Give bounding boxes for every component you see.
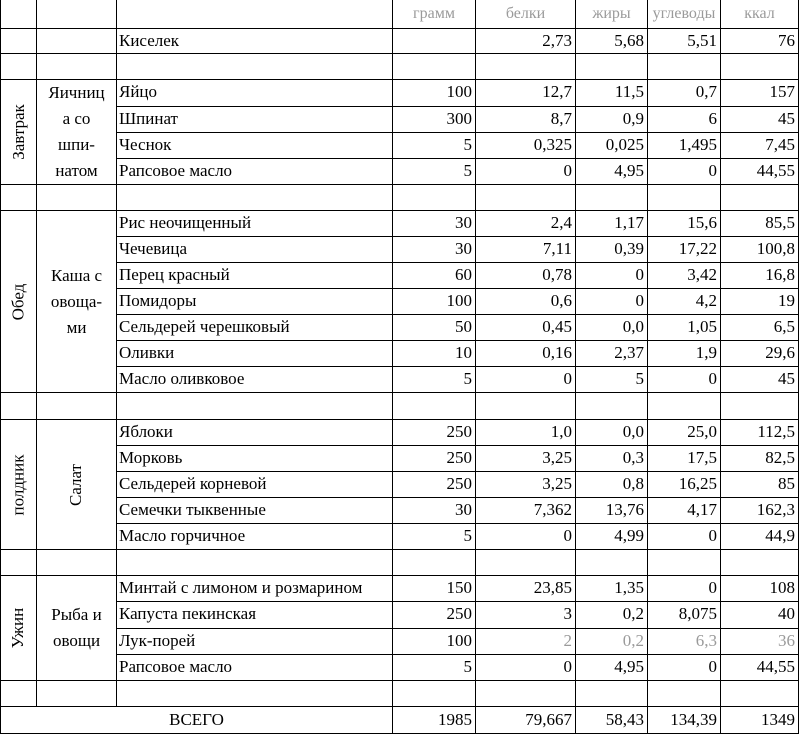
breakfast-row-carbs: 0 (708, 161, 717, 180)
lunch-row-name: Оливки (119, 343, 175, 362)
dinner-row-fat: 0,2 (622, 604, 644, 623)
dinner-row-protein: 2 (563, 631, 572, 650)
dish-label-line: овоща- (50, 292, 103, 311)
dish-label-line: Яичниц (48, 83, 105, 102)
lunch-row-kcal: 100,8 (756, 239, 795, 258)
lunch-row-protein: 7,11 (542, 239, 572, 258)
breakfast-row-protein: 0,325 (533, 135, 572, 154)
dish-label-snack-text: Салат (66, 463, 86, 506)
snack-row-carbs: 16,25 (678, 474, 717, 493)
lunch-row-kcal: 6,5 (773, 317, 795, 336)
dinner-row-fat: 0,2 (622, 631, 644, 650)
snack-row-gram: 250 (446, 474, 472, 493)
lunch-row-protein: 0 (563, 369, 572, 388)
dinner-row-carbs: 0 (708, 657, 717, 676)
lunch-row-protein: 2,4 (550, 213, 572, 232)
breakfast-row-name: Яйцо (119, 82, 158, 101)
lunch-row-protein: 0,16 (542, 343, 572, 362)
lunch-row-name: Сельдерей черешковый (119, 317, 290, 336)
breakfast-row-carbs: 6 (708, 109, 717, 128)
breakfast-row-gram: 100 (446, 82, 472, 101)
lunch-row-fat: 0 (635, 291, 644, 310)
lunch-row-fat: 0,0 (622, 317, 644, 336)
meal-label-breakfast (1, 80, 36, 184)
header-kcal: ккал (744, 5, 775, 22)
snack-row-kcal: 44,9 (765, 526, 795, 545)
gridline (0, 549, 799, 550)
lunch-row-protein: 0,78 (542, 265, 572, 284)
lunch-row-gram: 60 (455, 265, 472, 284)
total-gram: 1985 (438, 710, 472, 729)
kiselek-protein: 2,73 (542, 31, 572, 50)
lunch-row-protein: 0,45 (542, 317, 572, 336)
lunch-row-name: Рис неочищенный (119, 213, 252, 232)
breakfast-row-protein: 0 (563, 161, 572, 180)
snack-row-fat: 0,8 (622, 474, 644, 493)
lunch-row-gram: 10 (455, 343, 472, 362)
dinner-row-name: Лук-порей (119, 631, 196, 650)
meal-label-snack-text: полдник (8, 454, 28, 515)
lunch-row-kcal: 45 (778, 369, 795, 388)
lunch-row-kcal: 29,6 (765, 343, 795, 362)
dinner-row-fat: 4,95 (614, 657, 644, 676)
dish-label-line: ми (66, 318, 87, 337)
snack-row-carbs: 25,0 (687, 422, 717, 441)
dinner-row-gram: 250 (446, 604, 472, 623)
snack-row-gram: 250 (446, 448, 472, 467)
snack-row-kcal: 162,3 (756, 500, 795, 519)
header-gram: грамм (413, 5, 455, 22)
dinner-row-fat: 1,35 (614, 578, 644, 597)
dish-label-line: Каша с (50, 266, 103, 285)
lunch-row-name: Перец красный (119, 265, 230, 284)
snack-row-protein: 3,25 (542, 448, 572, 467)
dish-label-breakfast (37, 80, 116, 184)
breakfast-row-name: Чеснок (119, 135, 172, 154)
dinner-row-kcal: 108 (769, 578, 795, 597)
snack-row-protein: 0 (563, 526, 572, 545)
snack-row-carbs: 0 (708, 526, 717, 545)
dish-label-lunch (37, 263, 116, 343)
meal-label-dinner-text: Ужин (8, 607, 28, 649)
total-kcal: 1349 (761, 710, 795, 729)
lunch-row-gram: 100 (446, 291, 472, 310)
kiselek-carbs: 5,51 (687, 31, 717, 50)
lunch-row-fat: 0,39 (614, 239, 644, 258)
header-fat: жиры (592, 5, 631, 22)
gridline (0, 184, 799, 185)
gridline (798, 0, 799, 734)
lunch-row-fat: 1,17 (614, 213, 644, 232)
breakfast-row-carbs: 1,495 (678, 135, 717, 154)
lunch-row-gram: 50 (455, 317, 472, 336)
lunch-row-carbs: 1,9 (695, 343, 717, 362)
gridline (0, 53, 799, 54)
kiselek-name: Киселек (119, 31, 180, 50)
lunch-row-gram: 5 (463, 369, 472, 388)
snack-row-fat: 0,3 (622, 448, 644, 467)
dinner-row-carbs: 6,3 (695, 631, 717, 650)
meal-label-dinner (1, 576, 36, 680)
dish-label-line: а со (62, 109, 91, 128)
dinner-row-protein: 3 (563, 604, 572, 623)
dish-label-snack (37, 420, 116, 549)
lunch-row-name: Чечевица (119, 239, 188, 258)
gridline (0, 706, 799, 707)
breakfast-row-kcal: 7,45 (765, 135, 795, 154)
lunch-row-gram: 30 (455, 239, 472, 258)
gridline (0, 680, 799, 681)
lunch-row-fat: 5 (635, 369, 644, 388)
lunch-row-name: Помидоры (119, 291, 197, 310)
snack-row-carbs: 4,17 (687, 500, 717, 519)
snack-row-fat: 0,0 (622, 422, 644, 441)
gridline (0, 392, 799, 393)
dish-label-line: натом (55, 161, 98, 180)
lunch-row-carbs: 0 (708, 369, 717, 388)
breakfast-row-name: Рапсовое масло (119, 161, 233, 180)
snack-row-gram: 250 (446, 422, 472, 441)
lunch-row-carbs: 3,42 (687, 265, 717, 284)
lunch-row-gram: 30 (455, 213, 472, 232)
dinner-row-name: Минтай с лимоном и розмарином (119, 578, 363, 597)
dish-label-line: овощи (52, 631, 101, 650)
snack-row-kcal: 85 (778, 474, 795, 493)
breakfast-row-fat: 0,9 (622, 109, 644, 128)
breakfast-row-fat: 0,025 (605, 135, 644, 154)
meal-label-snack (1, 420, 36, 549)
snack-row-name: Семечки тыквенные (119, 500, 266, 519)
dinner-row-gram: 100 (446, 631, 472, 650)
lunch-row-carbs: 17,22 (678, 239, 717, 258)
snack-row-name: Морковь (119, 448, 183, 467)
snack-row-protein: 3,25 (542, 474, 572, 493)
header-protein: белки (505, 5, 546, 22)
meal-label-lunch (1, 211, 36, 392)
snack-row-protein: 7,362 (533, 500, 572, 519)
snack-row-fat: 13,76 (605, 500, 644, 519)
lunch-row-carbs: 1,05 (687, 317, 717, 336)
breakfast-row-kcal: 45 (778, 109, 795, 128)
breakfast-row-name: Шпинат (119, 109, 178, 128)
breakfast-row-gram: 5 (463, 161, 472, 180)
lunch-row-fat: 0 (635, 265, 644, 284)
header-carbs: углеводы (652, 5, 716, 22)
snack-row-name: Сельдерей корневой (119, 474, 267, 493)
dinner-row-carbs: 8,075 (678, 604, 717, 623)
dinner-row-name: Капуста пекинская (119, 604, 257, 623)
dinner-row-name: Рапсовое масло (119, 657, 233, 676)
lunch-row-fat: 2,37 (614, 343, 644, 362)
dish-label-line: шпи- (58, 135, 95, 154)
lunch-row-kcal: 85,5 (765, 213, 795, 232)
breakfast-row-kcal: 44,55 (756, 161, 795, 180)
dish-label-line: Рыба и (51, 605, 102, 624)
snack-row-gram: 5 (463, 526, 472, 545)
dinner-row-carbs: 0 (708, 578, 717, 597)
total-protein: 79,667 (525, 710, 572, 729)
dinner-row-gram: 150 (446, 578, 472, 597)
snack-row-carbs: 17,5 (687, 448, 717, 467)
dinner-row-kcal: 40 (778, 604, 795, 623)
total-label: ВСЕГО (169, 710, 224, 729)
meal-label-lunch-text: Обед (8, 283, 28, 320)
breakfast-row-fat: 4,95 (614, 161, 644, 180)
dinner-row-kcal: 36 (778, 631, 795, 650)
snack-row-gram: 30 (455, 500, 472, 519)
dish-label-dinner (37, 602, 116, 656)
breakfast-row-protein: 8,7 (550, 109, 572, 128)
snack-row-fat: 4,99 (614, 526, 644, 545)
breakfast-row-gram: 300 (446, 109, 472, 128)
lunch-row-carbs: 15,6 (687, 213, 717, 232)
meal-label-breakfast-text: Завтрак (8, 104, 28, 160)
total-carbs: 134,39 (670, 710, 717, 729)
lunch-row-kcal: 16,8 (765, 265, 795, 284)
snack-row-kcal: 112,5 (757, 422, 795, 441)
dinner-row-kcal: 44,55 (756, 657, 795, 676)
dinner-row-gram: 5 (463, 657, 472, 676)
lunch-row-name: Масло оливковое (119, 369, 245, 388)
breakfast-row-fat: 11,5 (614, 82, 644, 101)
total-fat: 58,43 (605, 710, 644, 729)
snack-row-name: Яблоки (119, 422, 173, 441)
breakfast-row-gram: 5 (463, 135, 472, 154)
dinner-row-protein: 23,85 (533, 578, 572, 597)
kiselek-fat: 5,68 (614, 31, 644, 50)
snack-row-name: Масло горчичное (119, 526, 246, 545)
dinner-row-protein: 0 (563, 657, 572, 676)
lunch-row-protein: 0,6 (550, 291, 572, 310)
snack-row-kcal: 82,5 (765, 448, 795, 467)
lunch-row-kcal: 19 (778, 291, 795, 310)
lunch-row-carbs: 4,2 (695, 291, 717, 310)
breakfast-row-protein: 12,7 (542, 82, 572, 101)
breakfast-row-carbs: 0,7 (695, 82, 717, 101)
snack-row-protein: 1,0 (550, 422, 572, 441)
kiselek-kcal: 76 (778, 31, 795, 50)
breakfast-row-kcal: 157 (769, 82, 795, 101)
